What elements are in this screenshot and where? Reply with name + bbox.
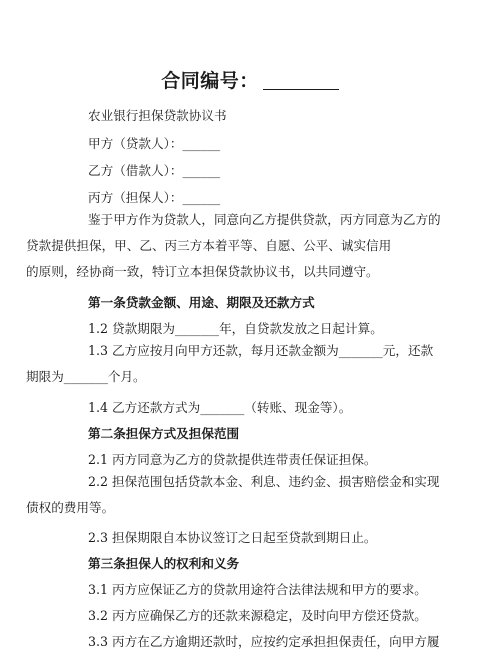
- clause-2-2-line-1: 2.2 担保范围包括贷款本金、利息、违约金、损害赔偿金和实现: [88, 474, 440, 489]
- section-3-heading: 第三条担保人的权利和义务: [88, 556, 240, 571]
- preamble-paragraph: [26, 207, 441, 285]
- clause-1-4: 1.4 乙方还款方式为_______（转账、现金等）。: [88, 400, 352, 415]
- preamble-line-1: 鉴于甲方作为贷款人，同意向乙方提供贷款，丙方同意为乙方的: [88, 212, 441, 227]
- party-a-line: 甲方（贷款人）：______: [88, 136, 221, 151]
- agreement-name: 农业银行担保贷款协议书: [88, 108, 227, 123]
- party-b-text: 乙方（借款人）：______: [88, 163, 221, 178]
- contract-number-title: [0, 66, 500, 93]
- preamble-line-2: 贷款提供担保，甲、乙、丙三方本着平等、自愿、公平、诚实信用: [26, 238, 392, 253]
- clause-1-3-line-2: 期限为_______个月。: [26, 369, 146, 384]
- title-text: 合同编号：: [161, 70, 259, 92]
- clause-2-3: 2.3 担保期限自本协议签订之日起至贷款到期日止。: [88, 530, 377, 545]
- clause-3-1: 3.1 丙方应保证乙方的贷款用途符合法律法规和甲方的要求。: [88, 582, 427, 597]
- clause-2-1: 2.1 丙方同意为乙方的贷款提供连带责任保证担保。: [88, 452, 377, 467]
- clause-2-2-line-2: 债权的费用等。: [26, 500, 115, 515]
- clause-3-2: 3.2 丙方应确保乙方的还款来源稳定，及时向甲方偿还贷款。: [88, 608, 427, 623]
- contract-number-blank: [263, 89, 339, 90]
- clause-1-3-line-1: 1.3 乙方应按月向甲方还款，每月还款金额为_______元，还款: [88, 343, 434, 358]
- clause-3-3: 3.3 丙方在乙方逾期还款时，应按约定承担担保责任，向甲方履: [88, 634, 440, 649]
- clause-2-2: [26, 469, 440, 521]
- clause-1-2: 1.2 贷款期限为_______年，自贷款发放之日起计算。: [88, 321, 383, 336]
- party-c-line: 丙方（担保人）：______: [88, 190, 221, 205]
- section-2-heading: 第二条担保方式及担保范围: [88, 426, 240, 441]
- section-1-heading: 第一条贷款金额、用途、期限及还款方式: [88, 295, 315, 310]
- clause-1-3: [26, 338, 434, 390]
- preamble-line-3: 的原则，经协商一致，特订立本担保贷款协议书，以共同遵守。: [26, 264, 379, 279]
